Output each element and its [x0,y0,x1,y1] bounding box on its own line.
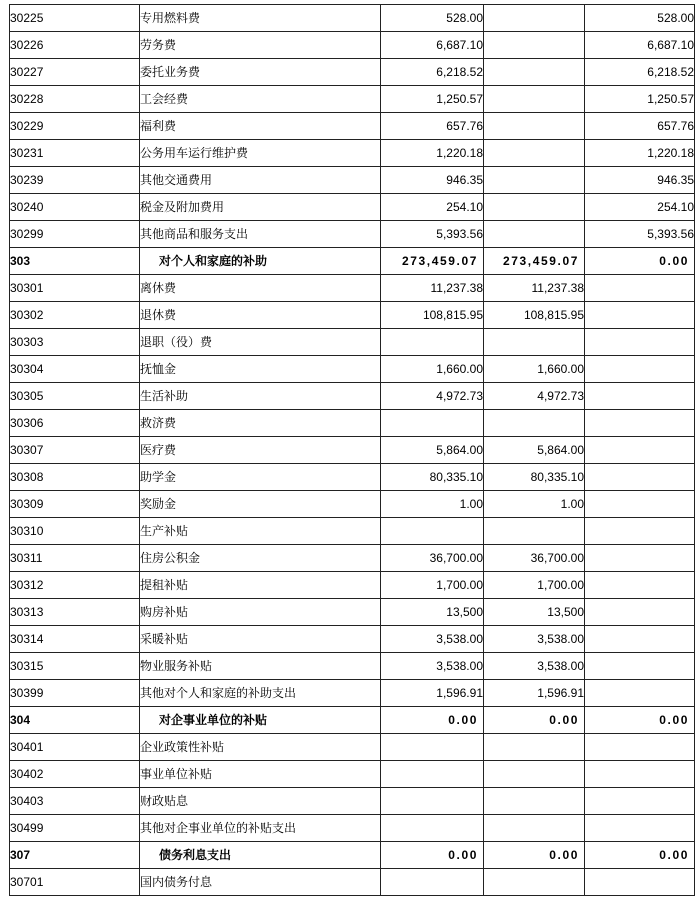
code-cell: 307 [10,842,140,869]
amount-col-1-cell [381,788,484,815]
amount-col-3-cell [585,653,695,680]
item-name-cell: 退休费 [140,302,381,329]
table-row [10,410,695,437]
table-row [10,761,695,788]
amount-col-2-cell [484,59,585,86]
amount-col-3-cell [585,275,695,302]
amount-col-3-cell: 6,687.10 [585,32,695,59]
amount-col-2-cell [484,140,585,167]
item-name-cell: 委托业务费 [140,59,381,86]
amount-col-1-cell: 273,459.07 [381,248,484,275]
code-cell: 30701 [10,869,140,896]
table-row [10,383,695,410]
amount-col-2-cell [484,5,585,32]
table-row [10,5,695,32]
code-cell: 30315 [10,653,140,680]
amount-col-3-cell [585,734,695,761]
amount-col-2-cell [484,815,585,842]
item-name-cell: 福利费 [140,113,381,140]
item-name-cell: 住房公积金 [140,545,381,572]
amount-col-1-cell: 3,538.00 [381,626,484,653]
amount-col-3-cell [585,680,695,707]
item-name-cell: 提租补贴 [140,572,381,599]
table-row [10,734,695,761]
amount-col-1-cell: 6,687.10 [381,32,484,59]
amount-col-2-cell [484,194,585,221]
code-cell: 30311 [10,545,140,572]
amount-col-2-cell [484,32,585,59]
amount-col-3-cell: 0.00 [585,248,695,275]
item-name-cell: 劳务费 [140,32,381,59]
table-row [10,437,695,464]
amount-col-1-cell: 1.00 [381,491,484,518]
table-row [10,518,695,545]
amount-col-1-cell: 3,538.00 [381,653,484,680]
table-row [10,194,695,221]
item-name-cell: 离休费 [140,275,381,302]
item-name-cell: 公务用车运行维护费 [140,140,381,167]
amount-col-2-cell: 36,700.00 [484,545,585,572]
amount-col-3-cell: 254.10 [585,194,695,221]
amount-col-3-cell [585,464,695,491]
category-row [10,248,695,275]
table-row [10,572,695,599]
code-cell: 30310 [10,518,140,545]
item-name-cell: 其他对个人和家庭的补助支出 [140,680,381,707]
amount-col-2-cell [484,113,585,140]
amount-col-1-cell: 108,815.95 [381,302,484,329]
table-row [10,140,695,167]
code-cell: 30301 [10,275,140,302]
table-body [10,5,695,896]
code-cell: 30227 [10,59,140,86]
code-cell: 30304 [10,356,140,383]
table-row [10,275,695,302]
table-row [10,680,695,707]
amount-col-1-cell: 1,220.18 [381,140,484,167]
item-name-cell: 抚恤金 [140,356,381,383]
code-cell: 30225 [10,5,140,32]
amount-col-3-cell [585,869,695,896]
amount-col-3-cell [585,383,695,410]
amount-col-3-cell: 0.00 [585,842,695,869]
item-name-cell: 财政贴息 [140,788,381,815]
amount-col-2-cell: 1,700.00 [484,572,585,599]
amount-col-3-cell [585,545,695,572]
amount-col-1-cell [381,815,484,842]
amount-col-3-cell [585,302,695,329]
code-cell: 30226 [10,32,140,59]
table-row [10,167,695,194]
amount-col-2-cell: 5,864.00 [484,437,585,464]
amount-col-3-cell [585,491,695,518]
amount-col-2-cell: 11,237.38 [484,275,585,302]
table-row [10,545,695,572]
category-row [10,842,695,869]
code-cell: 30399 [10,680,140,707]
amount-col-2-cell [484,167,585,194]
item-name-cell: 救济费 [140,410,381,437]
code-cell: 30499 [10,815,140,842]
table-row [10,626,695,653]
amount-col-3-cell [585,329,695,356]
amount-col-1-cell: 1,250.57 [381,86,484,113]
amount-col-2-cell: 13,500 [484,599,585,626]
code-cell: 303 [10,248,140,275]
amount-col-3-cell [585,788,695,815]
amount-col-3-cell [585,599,695,626]
amount-col-1-cell: 946.35 [381,167,484,194]
budget-table [9,4,695,896]
item-name-cell: 助学金 [140,464,381,491]
category-row [10,707,695,734]
code-cell: 30240 [10,194,140,221]
table-row [10,32,695,59]
amount-col-3-cell [585,410,695,437]
amount-col-2-cell: 1.00 [484,491,585,518]
item-name-cell: 工会经费 [140,86,381,113]
item-name-cell: 对企事业单位的补贴 [140,707,381,734]
amount-col-3-cell: 1,250.57 [585,86,695,113]
amount-col-3-cell: 5,393.56 [585,221,695,248]
code-cell: 30306 [10,410,140,437]
amount-col-1-cell [381,329,484,356]
item-name-cell: 生活补助 [140,383,381,410]
amount-col-2-cell [484,410,585,437]
code-cell: 30313 [10,599,140,626]
table-row [10,815,695,842]
amount-col-2-cell [484,221,585,248]
amount-col-2-cell: 273,459.07 [484,248,585,275]
item-name-cell: 医疗费 [140,437,381,464]
amount-col-1-cell: 1,660.00 [381,356,484,383]
amount-col-1-cell [381,869,484,896]
item-name-cell: 企业政策性补贴 [140,734,381,761]
item-name-cell: 事业单位补贴 [140,761,381,788]
table-row [10,653,695,680]
amount-col-1-cell: 5,393.56 [381,221,484,248]
item-name-cell: 奖励金 [140,491,381,518]
amount-col-1-cell [381,410,484,437]
code-cell: 30309 [10,491,140,518]
amount-col-2-cell [484,329,585,356]
amount-col-2-cell: 1,596.91 [484,680,585,707]
item-name-cell: 采暖补贴 [140,626,381,653]
amount-col-2-cell: 1,660.00 [484,356,585,383]
amount-col-1-cell: 5,864.00 [381,437,484,464]
code-cell: 30231 [10,140,140,167]
item-name-cell: 其他商品和服务支出 [140,221,381,248]
amount-col-2-cell: 80,335.10 [484,464,585,491]
code-cell: 30312 [10,572,140,599]
code-cell: 30302 [10,302,140,329]
item-name-cell: 退职（役）费 [140,329,381,356]
code-cell: 30402 [10,761,140,788]
amount-col-1-cell: 13,500 [381,599,484,626]
table-row [10,86,695,113]
amount-col-3-cell: 1,220.18 [585,140,695,167]
amount-col-2-cell: 4,972.73 [484,383,585,410]
item-name-cell: 税金及附加费用 [140,194,381,221]
amount-col-1-cell: 0.00 [381,842,484,869]
code-cell: 30239 [10,167,140,194]
amount-col-1-cell: 0.00 [381,707,484,734]
amount-col-1-cell: 6,218.52 [381,59,484,86]
amount-col-2-cell [484,518,585,545]
table-row [10,869,695,896]
amount-col-3-cell [585,761,695,788]
amount-col-1-cell: 1,596.91 [381,680,484,707]
table-row [10,356,695,383]
amount-col-3-cell [585,572,695,599]
table-row [10,788,695,815]
code-cell: 30307 [10,437,140,464]
amount-col-1-cell [381,518,484,545]
amount-col-3-cell [585,626,695,653]
item-name-cell: 其他交通费用 [140,167,381,194]
item-name-cell: 其他对企事业单位的补贴支出 [140,815,381,842]
table-row [10,302,695,329]
amount-col-2-cell [484,734,585,761]
amount-col-3-cell [585,356,695,383]
amount-col-3-cell [585,815,695,842]
item-name-cell: 物业服务补贴 [140,653,381,680]
table-row [10,329,695,356]
amount-col-2-cell [484,788,585,815]
amount-col-1-cell: 254.10 [381,194,484,221]
amount-col-1-cell [381,734,484,761]
amount-col-1-cell: 528.00 [381,5,484,32]
code-cell: 30403 [10,788,140,815]
item-name-cell: 购房补贴 [140,599,381,626]
item-name-cell: 生产补贴 [140,518,381,545]
code-cell: 30308 [10,464,140,491]
table-row [10,221,695,248]
item-name-cell: 专用燃料费 [140,5,381,32]
amount-col-2-cell [484,761,585,788]
table-row [10,464,695,491]
code-cell: 30314 [10,626,140,653]
amount-col-1-cell: 657.76 [381,113,484,140]
code-cell: 30299 [10,221,140,248]
code-cell: 30229 [10,113,140,140]
amount-col-2-cell: 0.00 [484,842,585,869]
amount-col-2-cell [484,869,585,896]
table-row [10,491,695,518]
amount-col-1-cell: 11,237.38 [381,275,484,302]
amount-col-2-cell: 108,815.95 [484,302,585,329]
table-row [10,59,695,86]
code-cell: 30303 [10,329,140,356]
amount-col-1-cell: 1,700.00 [381,572,484,599]
amount-col-2-cell [484,86,585,113]
item-name-cell: 国内债务付息 [140,869,381,896]
amount-col-3-cell: 657.76 [585,113,695,140]
code-cell: 30305 [10,383,140,410]
amount-col-1-cell: 4,972.73 [381,383,484,410]
amount-col-1-cell [381,761,484,788]
table-row [10,599,695,626]
amount-col-3-cell: 0.00 [585,707,695,734]
amount-col-3-cell [585,437,695,464]
code-cell: 304 [10,707,140,734]
amount-col-2-cell: 0.00 [484,707,585,734]
code-cell: 30228 [10,86,140,113]
table-row [10,113,695,140]
item-name-cell: 对个人和家庭的补助 [140,248,381,275]
code-cell: 30401 [10,734,140,761]
amount-col-3-cell: 6,218.52 [585,59,695,86]
item-name-cell: 债务利息支出 [140,842,381,869]
amount-col-2-cell: 3,538.00 [484,626,585,653]
amount-col-1-cell: 36,700.00 [381,545,484,572]
amount-col-3-cell [585,518,695,545]
amount-col-3-cell: 528.00 [585,5,695,32]
amount-col-3-cell: 946.35 [585,167,695,194]
amount-col-2-cell: 3,538.00 [484,653,585,680]
amount-col-1-cell: 80,335.10 [381,464,484,491]
